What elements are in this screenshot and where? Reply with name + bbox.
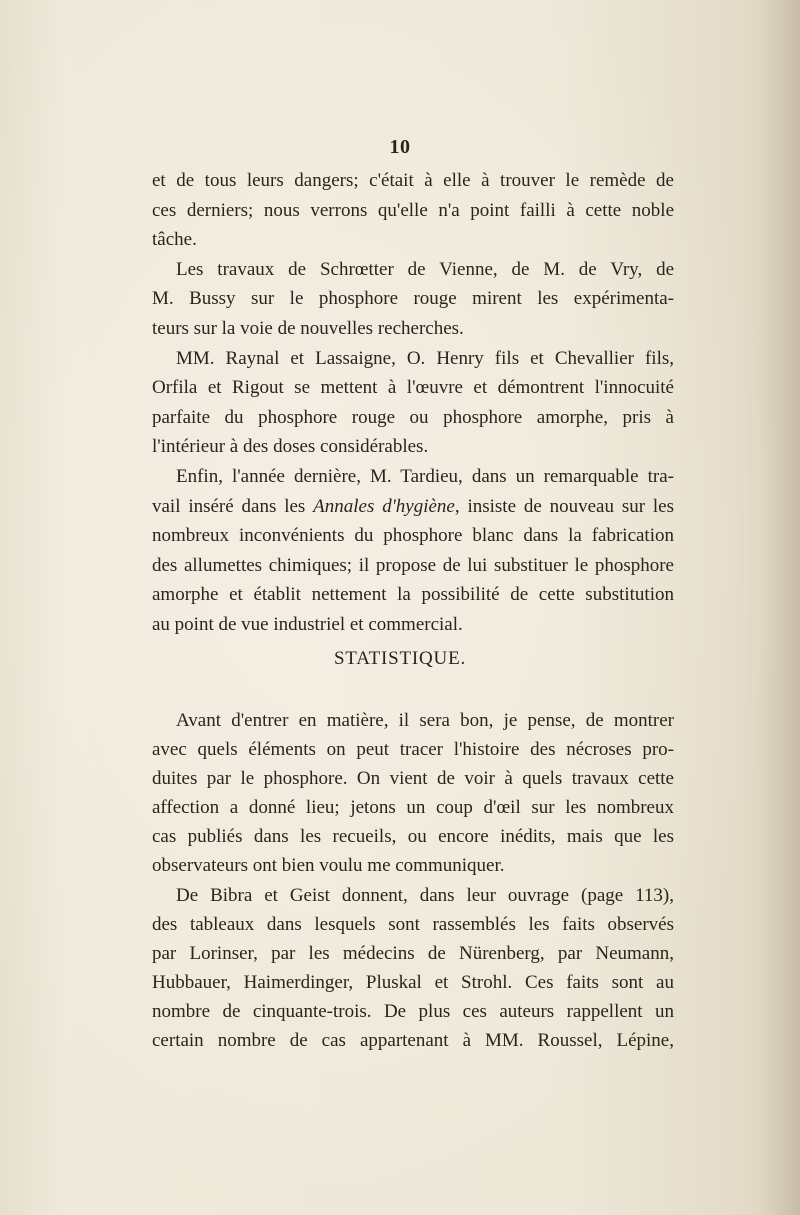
text-line: Les travaux de Schrœtter de Vienne, de M. de Vry, de	[176, 258, 674, 280]
text-line: par Lorinser, par les médecins de Nürenberg, par Neumann,	[152, 942, 674, 964]
text-fragment: , insiste de nouveau sur les	[454, 495, 674, 517]
text-line: De Bibra et Geist donnent, dans leur ouvrage (page 113),	[176, 884, 674, 906]
text-line: au point de vue industriel et commercial.	[152, 613, 463, 635]
text-line: Hubbauer, Haimerdinger, Pluskal et Strohl. Ces faits sont au	[152, 971, 674, 993]
text-line: certain nombre de cas appartenant à MM. Roussel, Lépine,	[152, 1030, 674, 1052]
journal-title: Annales d'hygiène	[313, 495, 455, 517]
text-line: et de tous leurs dangers; c'était à elle à trouver le remède de	[152, 170, 674, 191]
text-line: nombreux inconvénients du phosphore blanc dans la fabrication	[152, 525, 674, 547]
text-line: M. Bussy sur le phosphore rouge mirent les expérimenta-	[152, 288, 674, 310]
page-number: 10	[389, 136, 411, 158]
text-line: duites par le phosphore. On vient de voir à quels travaux cette	[152, 768, 674, 790]
text-line: amorphe et établit nettement la possibilité de cette substitution	[152, 584, 674, 606]
text-line: tâche.	[152, 229, 197, 251]
text-line: des allumettes chimiques; il propose de lui substituer le phosphore	[152, 554, 674, 576]
text-line: MM. Raynal et Lassaigne, O. Henry fils et Chevallier fils,	[176, 347, 674, 369]
text-fragment: vail inséré dans les	[152, 495, 314, 517]
text-line: Enfin, l'année dernière, M. Tardieu, dans un remarquable tra-	[176, 465, 674, 487]
text-line: cas publiés dans les recueils, ou encore inédits, mais que les	[152, 826, 674, 848]
text-line: parfaite du phosphore rouge ou phosphore amorphe, pris à	[152, 406, 674, 428]
text-line: observateurs ont bien voulu me communiquer.	[152, 855, 505, 877]
section-1-text	[152, 166, 674, 640]
text-line: teurs sur la voie de nouvelles recherches.	[152, 317, 464, 339]
text-line: affection a donné lieu; jetons un coup d'œil sur les nombreux	[152, 797, 674, 819]
section-2-text	[152, 706, 674, 1055]
text-line: Avant d'entrer en matière, il sera bon, je pense, de montrer	[176, 710, 674, 731]
text-line: l'intérieur à des doses considérables.	[152, 436, 429, 458]
text-line: des tableaux dans lesquels sont rassemblés les faits observés	[152, 913, 674, 935]
text-line: nombre de cinquante-trois. De plus ces auteurs rappellent un	[152, 1000, 674, 1022]
text-line: avec quels éléments on peut tracer l'histoire des nécroses pro-	[152, 739, 674, 761]
text-line	[152, 492, 674, 522]
text-line: ces derniers; nous verrons qu'elle n'a point failli à cette noble	[152, 199, 674, 221]
section-heading: STATISTIQUE.	[333, 648, 467, 669]
text-line: Orfila et Rigout se mettent à l'œuvre et démontrent l'innocuité	[152, 377, 674, 399]
page-edge-shadow	[760, 0, 800, 1215]
